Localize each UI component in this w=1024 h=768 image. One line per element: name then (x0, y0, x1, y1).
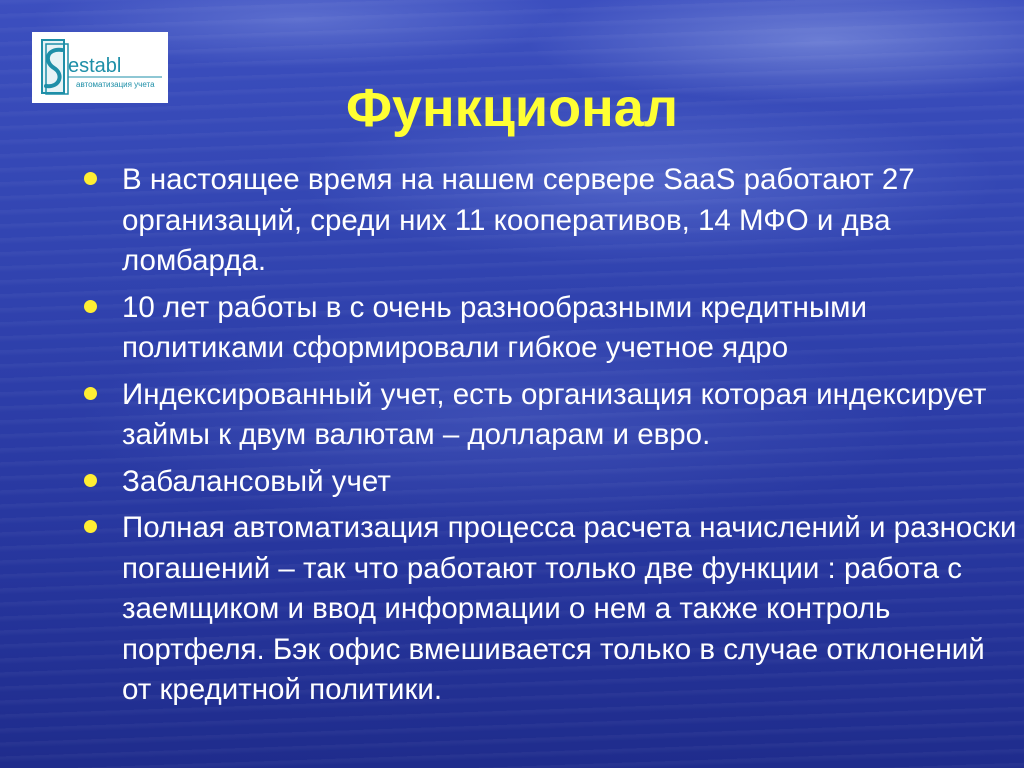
slide-title: Функционал (345, 78, 679, 138)
bullet-item (78, 375, 1018, 456)
bullet-item (78, 508, 1018, 711)
bullet-dot-icon (84, 474, 97, 487)
bullet-list (78, 160, 1018, 717)
bullet-text: 10 лет работы в с очень разнообразными кредитными политиками сформировали гибкое учетное ядро (122, 290, 867, 364)
bullet-item (78, 462, 1018, 503)
bullet-item (78, 288, 1018, 369)
bullet-text: В настоящее время на нашем сервере SaaS работают 27 организаций, среди них 11 кооперативов, 14 МФО и два ломбарда. (122, 163, 915, 277)
logo-name: establ (68, 55, 122, 77)
bullet-dot-icon (84, 172, 97, 185)
bullet-item (78, 160, 1018, 282)
bullet-text: Индексированный учет, есть организация которая индексирует займы к двум валютам – долларам и евро. (122, 377, 987, 451)
bullet-text: Полная автоматизация процесса расчета начислений и разноски погашений – так что работают только две функции : работа с заемщиком и ввод информации о нем а также контроль портфеля. Бэк офис вмешивается только в случае отклонений от кредитной политики. (122, 511, 1017, 706)
logo-tagline: автоматизация учета (76, 80, 155, 89)
bullet-dot-icon (84, 387, 97, 400)
bullet-dot-icon (84, 520, 97, 533)
bullet-text: Забалансовый учет (122, 464, 391, 498)
bullet-dot-icon (84, 300, 97, 313)
